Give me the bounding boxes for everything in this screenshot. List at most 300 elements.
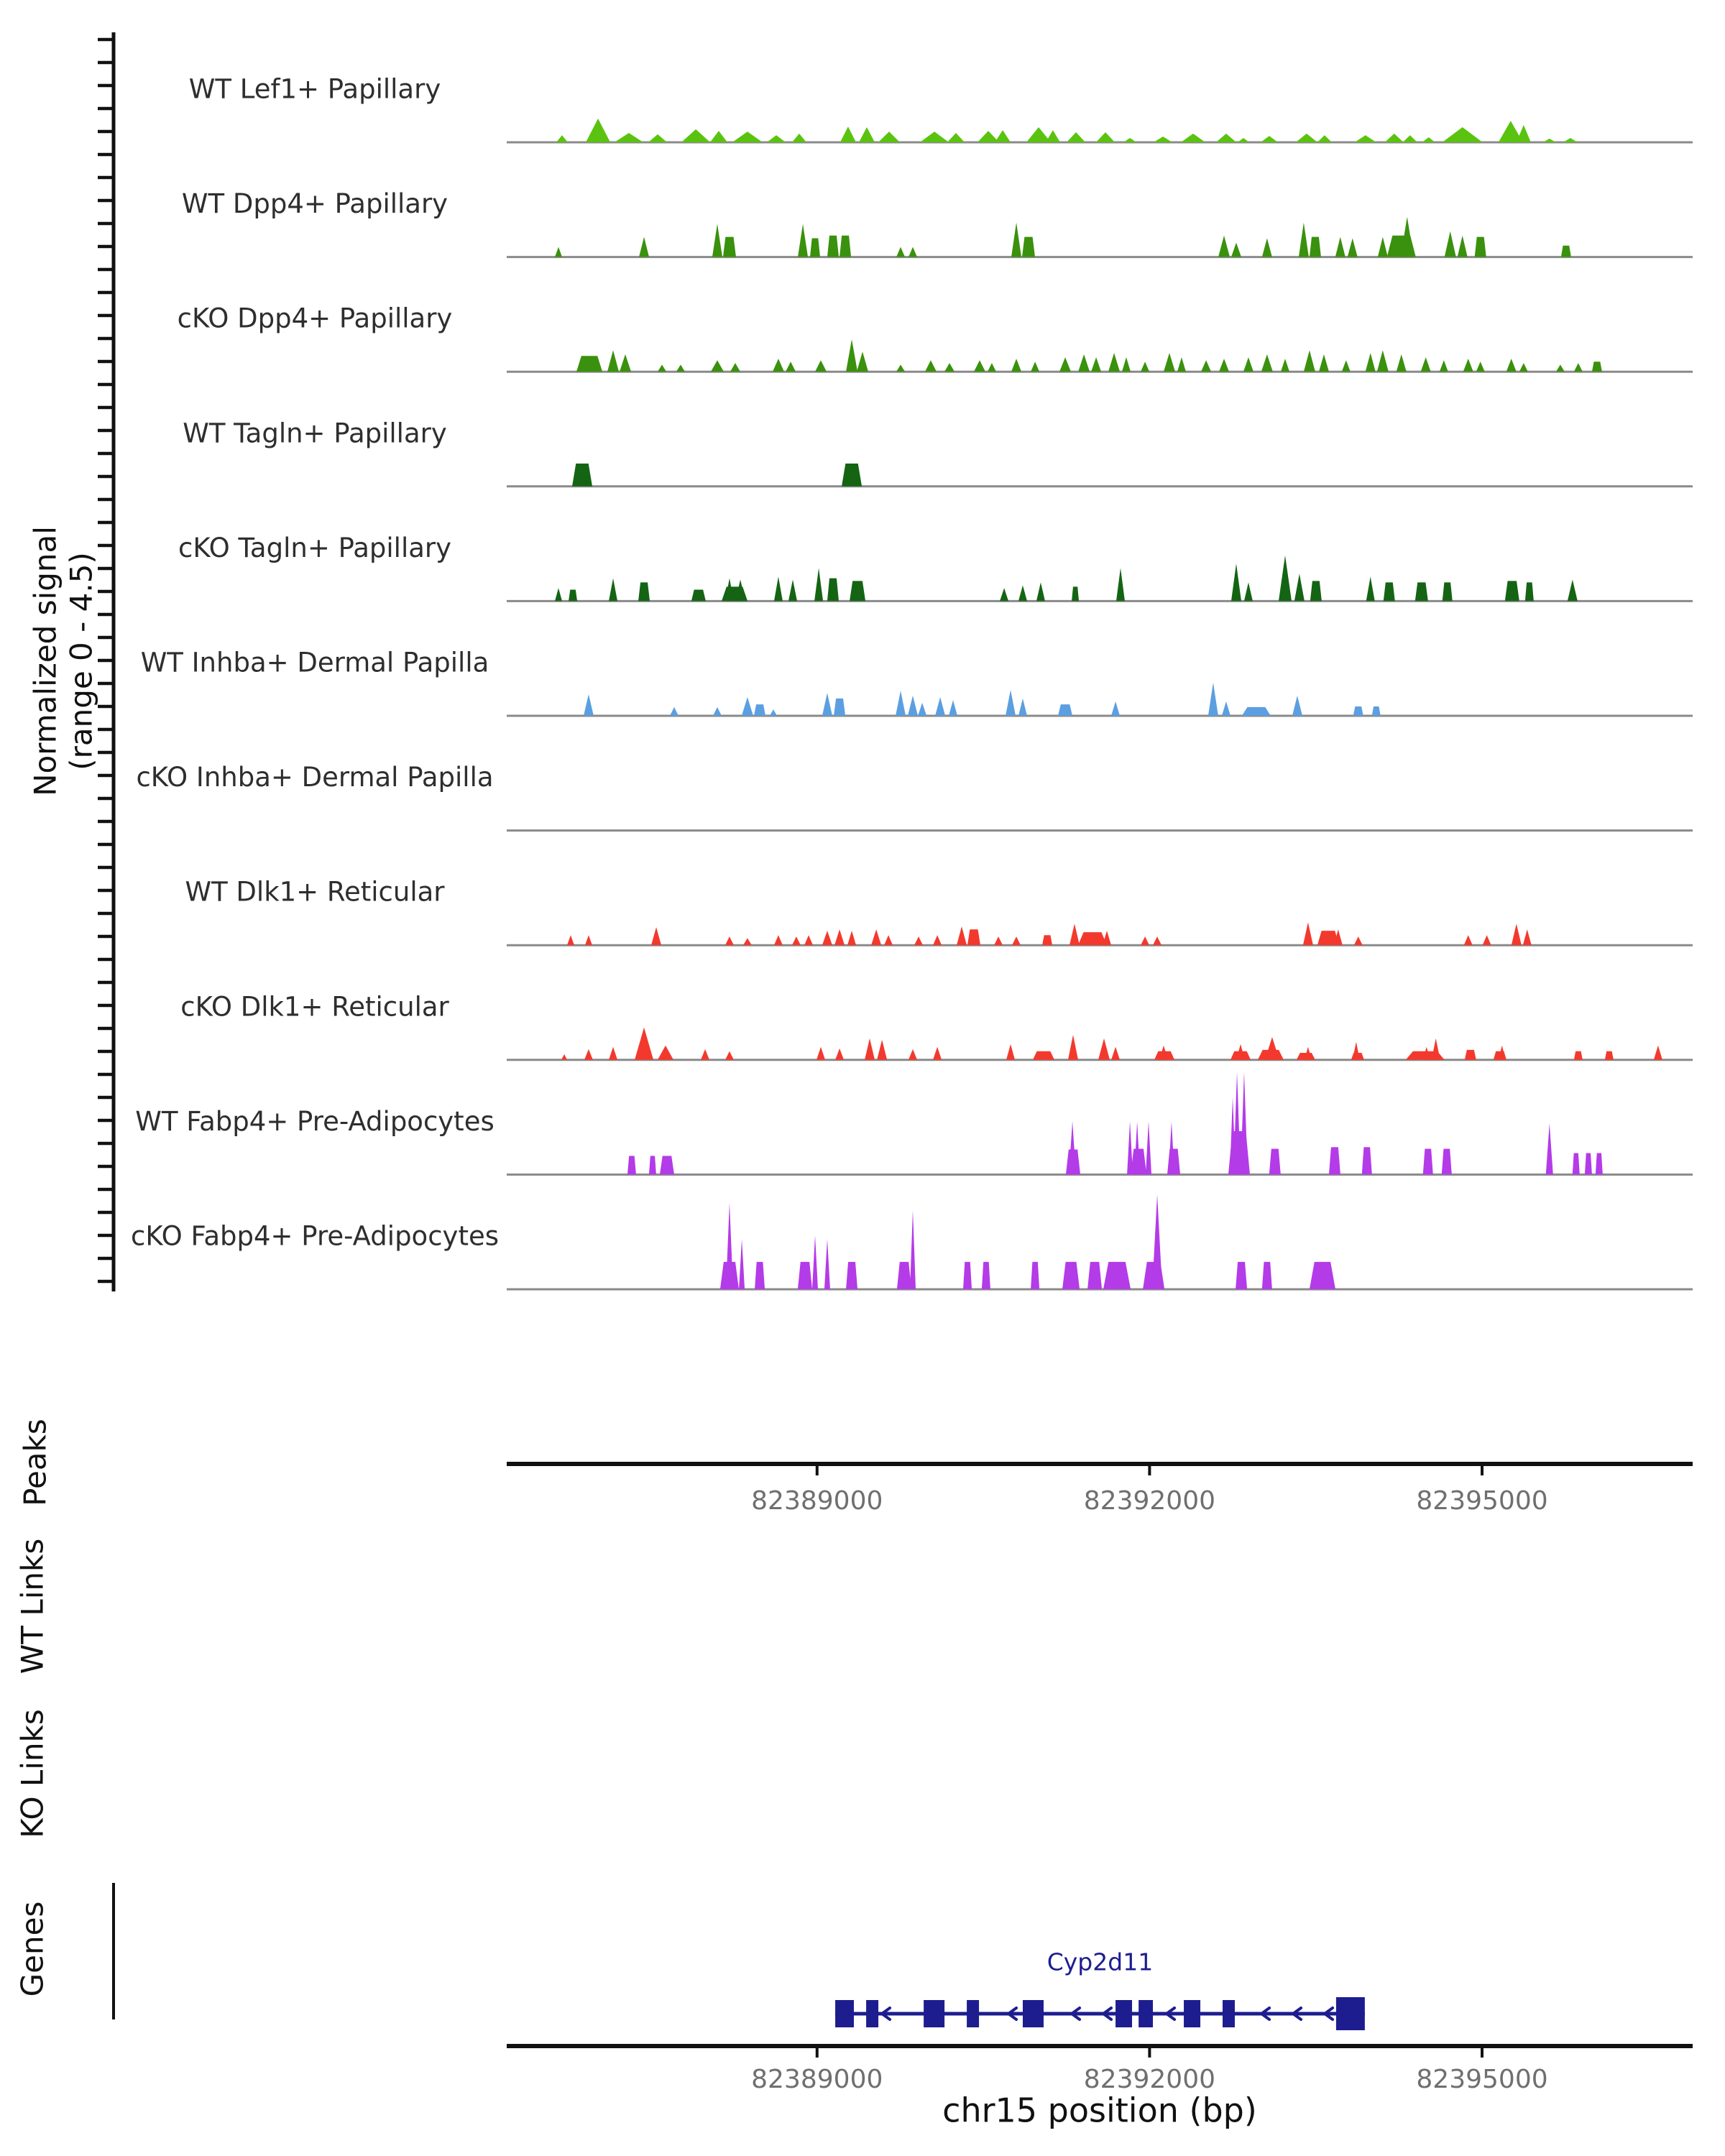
signal-peak [1033, 1051, 1054, 1060]
track-signal [720, 1194, 1335, 1289]
signal-peak [1329, 1147, 1340, 1174]
signal-peak [1475, 237, 1486, 257]
signal-peak [1123, 138, 1136, 142]
track-signal [627, 1072, 1603, 1174]
signal-peak [767, 135, 786, 142]
signal-peak [723, 237, 736, 257]
track-row [507, 464, 1693, 487]
signal-peak [755, 1262, 765, 1289]
signal-peak [754, 704, 765, 716]
signal-peak [822, 931, 832, 945]
signal-peak [988, 363, 996, 372]
section-label-wt-links: WT Links [14, 1538, 50, 1674]
track-label: cKO Tagln+ Papillary [178, 532, 452, 563]
signal-peak [1243, 357, 1254, 372]
signal-peak [857, 351, 868, 372]
track-row [507, 922, 1693, 945]
signal-peak [1299, 223, 1309, 257]
signal-peak [1216, 134, 1236, 142]
track-signal [561, 1028, 1662, 1060]
signal-peak [1011, 223, 1021, 257]
signal-peak [978, 131, 999, 142]
signal-peak [1222, 701, 1230, 716]
gene-exon [1116, 2000, 1132, 2027]
signal-peak [770, 709, 777, 716]
signal-peak [1310, 581, 1322, 601]
signal-peak [1348, 239, 1358, 257]
signal-peak [925, 360, 937, 372]
signal-peak [725, 1051, 734, 1060]
signal-peak [651, 927, 661, 945]
signal-peak [1605, 1051, 1614, 1060]
y-axis-label-line1: Normalized signal [27, 526, 63, 796]
signal-peak [1483, 935, 1491, 945]
gene-exon [924, 2000, 944, 2027]
signal-peak [896, 247, 905, 257]
signal-peak [1233, 1072, 1241, 1174]
signal-peak [1422, 137, 1435, 142]
signal-peak [1108, 353, 1120, 372]
gene-name-label: Cyp2d11 [1046, 1948, 1154, 1976]
signal-peak [1018, 699, 1027, 716]
signal-peak [1592, 361, 1602, 372]
signal-peak [914, 936, 923, 945]
signal-peak [1238, 138, 1249, 142]
signal-peak [1378, 237, 1388, 257]
signal-peak [1465, 1050, 1476, 1060]
signal-peak [824, 1239, 830, 1289]
signal-peak [1098, 1038, 1110, 1060]
peaks-axis-tick-label: 82389000 [751, 1486, 883, 1516]
signal-peak [1072, 586, 1079, 601]
signal-peak [896, 691, 906, 716]
signal-peak [609, 579, 617, 602]
gene-exon [1223, 2000, 1235, 2027]
signal-peak [1134, 1121, 1140, 1174]
signal-peak [627, 1156, 636, 1174]
signal-peak [1018, 585, 1027, 601]
signal-peak [1585, 1153, 1592, 1175]
signal-peak [712, 224, 722, 257]
signal-peak [1443, 582, 1453, 601]
track-label: cKO Dlk1+ Reticular [180, 991, 449, 1023]
signal-peak [1384, 582, 1395, 601]
signal-peak [1177, 357, 1186, 372]
signal-peak [1512, 923, 1522, 945]
signal-peak [584, 1049, 593, 1060]
signal-peak [963, 1262, 972, 1289]
signal-peak [788, 580, 797, 602]
signal-peak [1208, 683, 1218, 716]
signal-peak [1523, 929, 1532, 945]
signal-peak [658, 364, 666, 372]
signal-peak [1303, 922, 1313, 945]
signal-peak [995, 130, 1011, 142]
signal-peak [884, 935, 893, 945]
signal-peak [1556, 364, 1565, 372]
signal-peak [1096, 132, 1115, 142]
signal-peak [846, 339, 857, 372]
signal-peak [1519, 363, 1528, 372]
signal-peak [859, 127, 875, 142]
signal-peak [897, 1262, 911, 1289]
x-axis-tick-label: 82392000 [1083, 2065, 1216, 2094]
track-row [507, 217, 1693, 257]
signal-peak [1068, 1035, 1078, 1060]
signal-peak [1317, 135, 1332, 142]
signal-peak [681, 129, 710, 142]
signal-peak [804, 935, 813, 945]
track-signal [584, 683, 1381, 716]
signal-peak [1505, 581, 1519, 601]
signal-peak [920, 132, 949, 142]
signal-peak [676, 364, 685, 372]
signal-peak [1421, 357, 1431, 372]
signal-peak [947, 133, 965, 142]
signal-peak [1353, 1042, 1360, 1060]
signal-peak [639, 237, 649, 257]
track-row [507, 119, 1693, 142]
signal-peak [908, 696, 918, 716]
signal-peak [1103, 931, 1111, 945]
signal-peak [774, 576, 783, 601]
signal-peak [816, 1047, 825, 1060]
signal-peak [1355, 135, 1376, 142]
signal-peak [1415, 582, 1428, 601]
signal-peak [701, 1049, 709, 1060]
signal-peak [1423, 1148, 1433, 1174]
signal-peak [974, 360, 985, 372]
signal-peak [1058, 704, 1072, 716]
gene-model [835, 1997, 1365, 2030]
track-signal [555, 217, 1571, 257]
signal-peak [1546, 1123, 1553, 1174]
signal-peak [827, 236, 839, 257]
signal-peak [1403, 135, 1417, 142]
signal-peak [792, 134, 806, 142]
signal-peak [865, 1038, 875, 1060]
signal-peak [1141, 361, 1149, 372]
signal-peak [660, 1156, 674, 1174]
gene-exon [1184, 2000, 1200, 2027]
track-signal [555, 556, 1578, 602]
signal-peak [1078, 354, 1090, 372]
signal-peak [1506, 359, 1517, 372]
signal-peak [935, 697, 945, 716]
signal-peak [957, 926, 967, 945]
signal-peak [1006, 1044, 1015, 1060]
signal-peak [1006, 690, 1016, 716]
signal-peak [1310, 1262, 1335, 1289]
signal-peak [944, 363, 954, 372]
signal-peak [1262, 1262, 1272, 1289]
gene-exon [866, 2000, 878, 2027]
signal-peak [555, 588, 562, 601]
peaks-axis-tick-label: 82395000 [1416, 1486, 1548, 1516]
gene-exon [835, 2000, 854, 2027]
signal-peak [827, 579, 839, 602]
signal-peak [609, 1047, 617, 1060]
signal-peak [1231, 563, 1241, 601]
y-axis-label-line2: (range 0 - 4.5) [63, 552, 99, 770]
signal-peak [732, 132, 763, 142]
signal-peak [1543, 139, 1556, 142]
signal-peak [1596, 1153, 1603, 1175]
signal-peak [648, 134, 667, 142]
signal-peak [846, 1262, 857, 1289]
signal-peak [812, 1235, 818, 1289]
signal-peak [743, 938, 752, 945]
signal-peak [834, 699, 845, 716]
signal-peak [620, 354, 631, 372]
signal-peak [1059, 357, 1071, 372]
signal-peak [1261, 136, 1278, 142]
signal-peak [1062, 1262, 1080, 1289]
signal-peak [877, 1040, 887, 1060]
track-row [507, 339, 1693, 372]
signal-peak [576, 356, 602, 372]
signal-peak [850, 581, 865, 601]
signal-peak [1440, 360, 1448, 372]
signal-peak [1292, 696, 1302, 716]
track-label: WT Tagln+ Papillary [183, 418, 447, 449]
signal-peak [896, 364, 905, 372]
signal-peak [1146, 1121, 1151, 1174]
signal-peak [1573, 1153, 1580, 1175]
signal-peak [842, 464, 862, 487]
signal-peak [1377, 350, 1389, 372]
signal-peak [792, 936, 801, 945]
signal-peak [1335, 237, 1346, 257]
signal-peak [1362, 1147, 1372, 1174]
signal-peak [1262, 239, 1272, 257]
signal-peak [615, 133, 643, 142]
signal-peak [933, 935, 942, 945]
track-row [507, 1194, 1693, 1289]
track-label: WT Fabp4+ Pre-Adipocytes [135, 1105, 494, 1137]
signal-peak [814, 568, 823, 601]
signal-peak [1563, 138, 1578, 142]
signal-peak [822, 693, 832, 716]
signal-peak [730, 363, 740, 372]
signal-peak [967, 929, 980, 945]
signal-peak [918, 703, 926, 716]
track-row [507, 1028, 1693, 1060]
signal-peak [1181, 134, 1205, 142]
signal-peak [835, 1049, 844, 1060]
signal-peak [1067, 132, 1085, 142]
signal-peak [1294, 573, 1305, 601]
signal-peak [1236, 1262, 1247, 1289]
signal-peak [638, 582, 650, 601]
x-axis-title: chr15 position (bp) [942, 2091, 1257, 2130]
signal-peak [878, 132, 900, 142]
signal-peak [1219, 359, 1229, 372]
track-row [507, 1072, 1693, 1174]
signal-peak [586, 119, 610, 142]
signal-peak [1031, 361, 1039, 372]
signal-peak [1476, 361, 1485, 372]
signal-peak [1127, 1121, 1133, 1174]
track-signal [576, 339, 1602, 372]
signal-peak [1242, 707, 1271, 716]
track-row [507, 683, 1693, 716]
signal-peak [1244, 582, 1253, 601]
signal-peak [1036, 582, 1045, 601]
signal-peak [1654, 1046, 1662, 1060]
signal-peak [572, 464, 592, 487]
signal-peak [585, 935, 592, 945]
signal-peak [1201, 360, 1211, 372]
signal-peak [567, 935, 574, 945]
signal-peak [1103, 1262, 1131, 1289]
signal-peak [1463, 359, 1473, 372]
signal-peak [1279, 556, 1292, 602]
signal-peak [1366, 353, 1376, 372]
signal-peak [786, 361, 796, 372]
signal-peak [810, 239, 820, 257]
signal-peak [982, 1262, 990, 1289]
section-label-ko-links: KO Links [14, 1709, 50, 1838]
signal-peak [1269, 1148, 1281, 1174]
signal-peak [1281, 359, 1289, 372]
signal-peak [1000, 588, 1008, 601]
gene-exon [1023, 2000, 1044, 2027]
signal-peak [1078, 932, 1107, 945]
signal-peak [635, 1028, 653, 1060]
signal-peak [840, 236, 851, 257]
signal-peak [1319, 354, 1329, 372]
signal-peak [1443, 127, 1483, 142]
signal-peak [1169, 1121, 1174, 1174]
signal-peak [1574, 1051, 1583, 1060]
signal-peak [691, 590, 706, 602]
track-label: WT Dlk1+ Reticular [185, 876, 445, 908]
signal-peak [933, 1047, 942, 1060]
track-signal [567, 922, 1532, 945]
signal-peak [1342, 360, 1351, 372]
signal-peak [1069, 1121, 1076, 1174]
signal-peak [1432, 1038, 1440, 1060]
signal-peak [1011, 359, 1021, 372]
track-signal [572, 464, 862, 487]
signal-peak [1164, 353, 1175, 372]
signal-peak [1152, 1194, 1162, 1289]
x-axis-tick-label: 82389000 [751, 2065, 883, 2094]
signal-peak [1241, 1072, 1248, 1174]
gene-exon [1336, 1997, 1365, 2030]
track-label: WT Inhba+ Dermal Papilla [140, 647, 489, 678]
signal-peak [584, 694, 594, 716]
signal-peak [1111, 1047, 1120, 1060]
signal-peak [711, 360, 724, 372]
signal-peak [1458, 236, 1468, 257]
signal-peak [607, 350, 619, 372]
signal-peak [1397, 354, 1407, 372]
signal-peak [798, 1262, 812, 1289]
signal-peak [773, 359, 784, 372]
signal-peak [1265, 1037, 1279, 1060]
signal-peak [1353, 706, 1363, 716]
signal-peak [1154, 137, 1172, 142]
track-label: cKO Inhba+ Dermal Papilla [136, 762, 494, 793]
signal-peak [847, 931, 856, 945]
signal-peak [658, 1046, 673, 1060]
signal-peak [1366, 576, 1375, 601]
track-label: WT Lef1+ Papillary [188, 73, 441, 105]
signal-peak [1296, 134, 1317, 142]
signal-peak [742, 697, 753, 716]
signal-peak [949, 700, 957, 716]
signal-peak [1116, 568, 1125, 601]
signal-peak [908, 1049, 917, 1060]
signal-peak [561, 1054, 567, 1060]
signal-peak [670, 707, 678, 716]
signal-peak [1372, 706, 1381, 716]
signal-peak [713, 707, 722, 716]
signal-peak [798, 224, 808, 257]
signal-peak [1046, 130, 1060, 142]
track-label: cKO Dpp4+ Papillary [177, 303, 453, 334]
track-label: WT Dpp4+ Papillary [181, 188, 448, 220]
signal-peak [1091, 357, 1101, 372]
signal-peak [1042, 935, 1052, 945]
signal-peak [1445, 231, 1456, 257]
signal-peak [1122, 357, 1131, 372]
signal-peak [1525, 582, 1534, 601]
signal-peak [1218, 236, 1230, 257]
signal-peak [739, 1239, 745, 1289]
signal-peak [834, 929, 845, 945]
signal-peak [1464, 935, 1473, 945]
track-signal [556, 119, 1578, 142]
signal-peak [1385, 134, 1404, 142]
signal-peak [1087, 1262, 1102, 1289]
signal-peak [1022, 237, 1035, 257]
gene-exon [967, 2000, 979, 2027]
signal-peak [1310, 237, 1321, 257]
signal-peak [556, 135, 568, 142]
signal-peak [1231, 243, 1241, 257]
signal-peak [555, 247, 562, 257]
signal-peak [1517, 125, 1531, 142]
section-label-peaks: Peaks [17, 1419, 53, 1506]
gene-exon [1138, 2000, 1153, 2027]
signal-peak [994, 936, 1003, 945]
signal-peak [569, 590, 577, 602]
peaks-axis-tick-label: 82392000 [1083, 1486, 1216, 1516]
signal-peak [908, 247, 917, 257]
signal-peak [774, 935, 783, 945]
signal-peak [1031, 1262, 1039, 1289]
signal-peak [649, 1156, 656, 1174]
track-label: cKO Fabp4+ Pre-Adipocytes [130, 1220, 500, 1252]
signal-peak [1141, 936, 1149, 945]
x-axis-tick-label: 82395000 [1416, 2065, 1548, 2094]
signal-peak [1261, 354, 1273, 372]
signal-peak [840, 126, 856, 142]
signal-peak [1442, 1148, 1452, 1174]
signal-peak [910, 1210, 916, 1289]
signal-peak [725, 936, 734, 945]
track-row [507, 556, 1693, 602]
signal-peak [1561, 246, 1571, 257]
signal-peak [1354, 936, 1363, 945]
signal-peak [1568, 580, 1578, 602]
signal-peak [1574, 363, 1583, 372]
signal-peak [1153, 936, 1162, 945]
signal-peak [726, 1203, 733, 1289]
